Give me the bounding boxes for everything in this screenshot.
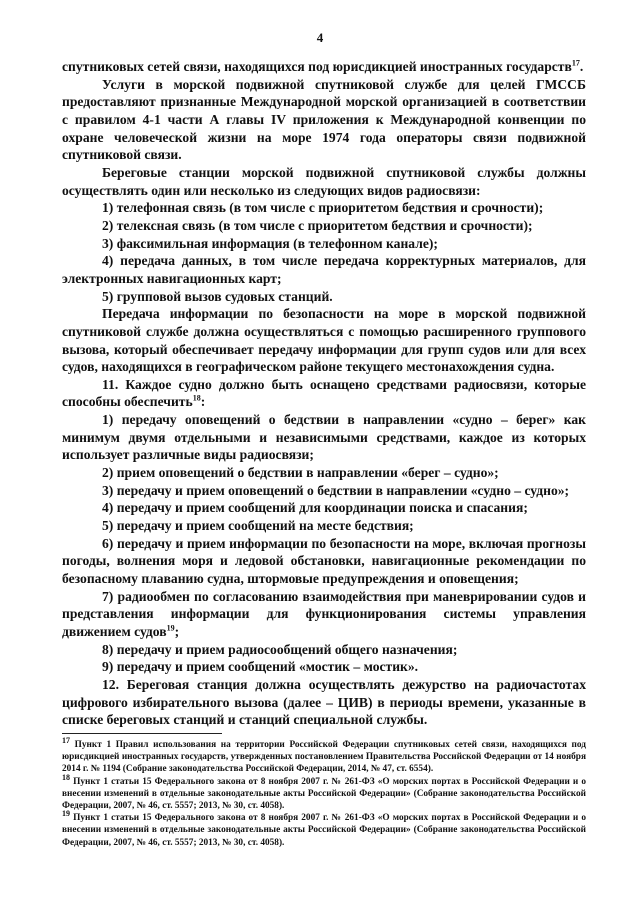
footnote-separator [62, 733, 222, 734]
footnote: $^{18}$ Пункт 1 статьи 15 Федерального закона от 8 ноября 2007 г. № 261-ФЗ «О морских портах в Российской Федерации и о внесении изменений в отдельные законодательные акты Российской Федерации» (Собрание законодательства Российской Федерации, 2007, № 46, ст. 5557; 2013, № 30, ст. 4058). [62, 772, 586, 812]
list-item: 3) передачу и прием оповещений о бедствии в направлении «судно – судно»; [102, 482, 570, 498]
list-item: 3) факсимильная информация (в телефонном канале); [102, 235, 438, 251]
list-item: 5) групповой вызов судовых станций. [102, 288, 333, 304]
list-item: 4) передача данных, в том числе передача корректурных материалов, для электронных навигационных карт; [62, 253, 586, 286]
footnotes [62, 735, 586, 849]
list-item: 6) передачу и прием информации по безопасности на море, включая прогнозы погоды, волнения моря и ледовой обстановки, навигационные рекомендации по безопасному плаванию судна, штормовые предупреждения и оповещения; [62, 535, 586, 587]
list-item: 9) передачу и прием сообщений «мостик – мостик». [102, 659, 419, 675]
footnote-ref: 17 [571, 58, 580, 68]
list-item: 1) передачу оповещений о бедствии в направлении «судно – берег» как минимум двумя отдельными и независимыми средствами, каждое из которых использует различные виды радиосвязи; [62, 412, 586, 463]
footnote: $^{17}$ Пункт 1 Правил использования на территории Российской Федерации спутниковых сетей связи, находящихся под юрисдикцией иностранных государств, утвержденных постановлением Правительства Российской Федерации от 14 ноября 2014 г. № 1194 (Собрание законодательства Российской Федерации, 2014, № 47, ст. 6554). [62, 735, 586, 775]
list-item: 5) передачу и прием сообщений на месте бедствия; [102, 518, 414, 534]
page-number: 4 [316, 30, 324, 45]
list-item: 2) прием оповещений о бедствии в направлении «берег – судно»; [102, 465, 499, 481]
footnote-number: 18 [62, 772, 70, 782]
list-item: 4) передачу и прием сообщений для координации поиска и спасания; [102, 500, 528, 516]
paragraph: 11. Каждое судно должно быть оснащено средствами радиосвязи, которые способны обеспечить$^{18}$: [62, 376, 586, 410]
paragraph: Береговые станции морской подвижной спутниковой службы должны осуществлять один или несколько из следующих видов радиосвязи: [62, 164, 586, 198]
footnote-ref: 18 [192, 393, 201, 403]
paragraph: 12. Береговая станция должна осуществлять дежурство на радиочастотах цифрового избирательного вызова (далее – ЦИВ) в периоды времени, указанные в списке береговых станций и станций специальной службы. [62, 676, 586, 728]
paragraph: спутниковых сетей связи, находящихся под юрисдикцией иностранных государств$^{17}$. [62, 58, 584, 74]
list-item: 7) радиообмен по согласованию взаимодействия при маневрировании судов и представления информации для функционирования системы управления движением судов$^{19}$; [62, 588, 586, 639]
footnote-number: 17 [62, 735, 70, 745]
footnote-ref: 19 [166, 623, 175, 633]
paragraph: Передача информации по безопасности на море в морской подвижной спутниковой службе должна осуществляться с помощью расширенного группового вызова, который обеспечивает передачу информации для групп судов или для всех судов, находящихся в географическом районе текущего местонахождения судна. [62, 306, 586, 375]
footnote-number: 19 [62, 809, 70, 819]
list-item: 2) телексная связь (в том числе с приоритетом бедствия и срочности); [102, 217, 533, 233]
list-item: 8) передачу и прием радиосообщений общего назначения; [102, 641, 458, 657]
footnote: $^{19}$ Пункт 1 статьи 15 Федерального закона от 8 ноября 2007 г. № 261-ФЗ «О морских портах в Российской Федерации и о внесении изменений в отдельные законодательные акты Российской Федерации» (Собрание законодательства Российской Федерации, 2007, № 46, ст. 5557; 2013, № 30, ст. 4058). [62, 809, 586, 848]
list-item: 1) телефонная связь (в том числе с приоритетом бедствия и срочности); [102, 200, 544, 216]
paragraph: Услуги в морской подвижной спутниковой службе для целей ГМССБ предоставляют признанные Международной морской организацией в соответствии с правилом 4-1 части А главы IV приложения к Международной конвенции по охране человеческой жизни на море 1974 года операторы связи подвижной спутниковой связи. [62, 76, 586, 163]
main-text [62, 58, 586, 729]
